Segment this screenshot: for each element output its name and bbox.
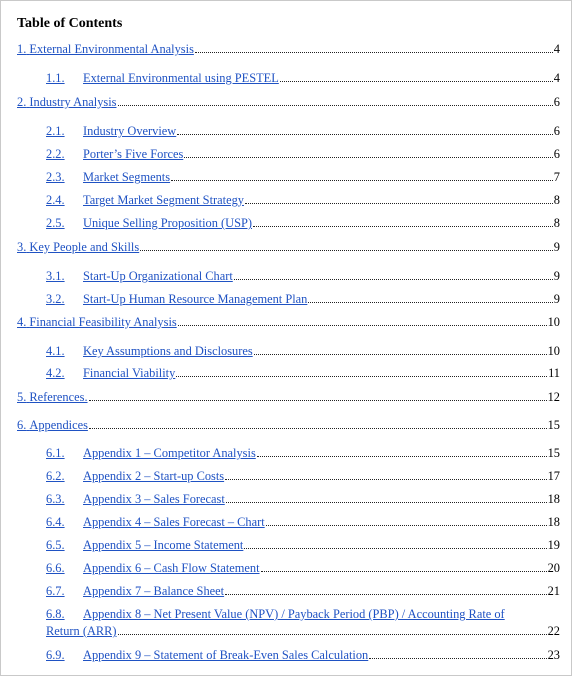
toc-entry-6[interactable] [17,416,560,432]
toc-entry-number[interactable]: 3.2. [46,292,65,306]
toc-entry-title[interactable]: Start-Up Human Resource Management Plan [83,292,308,306]
toc-entry-2-1[interactable] [46,122,560,138]
toc-page-number: 18 [547,492,560,506]
toc-entry-number[interactable]: 2.4. [46,193,65,207]
toc-entry-number[interactable]: 2.1. [46,124,65,138]
toc-page-number: 12 [547,390,560,404]
toc-entry-number[interactable]: 6.8. [46,607,65,621]
toc-entry-6-7[interactable] [46,582,560,598]
dot-leader [308,302,552,303]
toc-entry-6-2[interactable] [46,467,560,483]
dot-leader [177,134,553,135]
dot-leader [245,203,553,204]
toc-entry-title[interactable]: Industry Analysis [29,95,117,109]
toc-entry-1-1[interactable] [46,69,560,85]
toc-entry-3[interactable] [17,238,560,254]
dot-leader [280,81,553,82]
toc-entry-title[interactable]: Appendix 5 – Income Statement [83,538,244,552]
toc-entry-number[interactable]: 6.5. [46,538,65,552]
toc-entry-number[interactable]: 2.3. [46,170,65,184]
toc-entry-4-2[interactable] [46,364,560,380]
toc-entry-3-1[interactable] [46,267,560,283]
toc-entry-title[interactable]: 3. [17,240,27,254]
toc-entry-1[interactable] [17,40,560,56]
toc-entry-title[interactable]: Appendix 2 – Start-up Costs [83,469,225,483]
toc-entry-title[interactable]: Appendix 4 – Sales Forecast – Chart [83,515,265,529]
dot-leader [225,479,546,480]
toc-page-number: 23 [547,648,560,662]
toc-entry-title[interactable]: External Environmental using PESTEL [83,71,279,85]
toc-entry-title[interactable]: Appendix 9 – Statement of Break-Even Sales Calculation [83,648,369,662]
toc-entry-number[interactable]: 4.2. [46,366,65,380]
toc-entry-title[interactable]: Appendix 3 – Sales Forecast [83,492,225,506]
toc-entry-number[interactable]: 6.6. [46,561,65,575]
toc-entry-title[interactable]: Appendix 7 – Balance Sheet [83,584,225,598]
dot-leader [254,354,547,355]
toc-entry-6-1[interactable] [46,444,560,460]
toc-page-number: 20 [547,561,560,575]
toc-entry-6-3[interactable] [46,490,560,506]
toc-entry-title[interactable]: Key People and Skills [29,240,140,254]
toc-entry-title[interactable]: Financial Feasibility Analysis [29,315,177,329]
toc-entry-number[interactable]: 6.4. [46,515,65,529]
toc-page-number: 22 [547,624,560,638]
toc-page-number: 6 [553,147,560,161]
toc-page-number: 6 [553,124,560,138]
toc-entry-number[interactable]: 4.1. [46,344,65,358]
toc-entry-2-4[interactable] [46,191,560,207]
dot-leader [244,548,546,549]
dot-leader [195,52,553,53]
toc-page-number: 8 [553,193,560,207]
toc-entry-number[interactable]: 2.2. [46,147,65,161]
toc-entry-title-continuation[interactable]: Return (ARR) [46,624,117,638]
toc-entry-title[interactable]: 2. [17,95,27,109]
dot-leader [369,658,546,659]
toc-entry-2[interactable] [17,93,560,109]
toc-page-number: 9 [553,240,560,254]
toc-entry-3-2[interactable] [46,290,560,306]
toc-entry-title[interactable]: Target Market Segment Strategy [83,193,244,207]
toc-page-number: 15 [547,418,560,432]
dot-leader [176,376,547,377]
toc-entry-4-1[interactable] [46,342,560,358]
toc-page-number: 9 [553,269,560,283]
toc-page-number: 15 [547,446,560,460]
toc-entry-6-9[interactable] [46,646,560,662]
toc-page-number: 11 [548,366,560,380]
dot-leader [178,325,547,326]
toc-entry-number[interactable]: 6.9. [46,648,65,662]
toc-page-number: 17 [547,469,560,483]
toc-entry-number[interactable]: 2.5. [46,216,65,230]
toc-entry-2-5[interactable] [46,214,560,230]
toc-page-number: 19 [547,538,560,552]
toc-entry-2-2[interactable] [46,145,560,161]
toc-entry-4[interactable] [17,313,560,329]
dot-leader [89,400,547,401]
toc-entry-title[interactable]: Appendix 6 – Cash Flow Statement [83,561,260,575]
toc-page-number: 7 [553,170,560,184]
dot-leader [234,279,553,280]
toc-entry-6-4[interactable] [46,513,560,529]
toc-entry-6-6[interactable] [46,559,560,575]
dot-leader [253,226,553,227]
toc-entry-title[interactable]: References. [29,390,88,404]
toc-entry-title[interactable]: Start-Up Organizational Chart [83,269,233,283]
toc-entry-5[interactable] [17,388,560,404]
toc-heading: Table of Contents [17,16,123,31]
toc-page-number: 4 [553,42,560,56]
toc-entry-title[interactable]: Market Segments [83,170,171,184]
toc-entry-title[interactable]: External Environmental Analysis [29,42,194,56]
dot-leader [226,502,547,503]
dot-leader [225,594,547,595]
dot-leader [257,456,547,457]
dot-leader [118,105,553,106]
dot-leader [266,525,547,526]
toc-page-number: 10 [547,344,560,358]
toc-entry-title[interactable]: 5. [17,390,27,404]
dot-leader [184,157,553,158]
toc-entry-6-8-continuation[interactable] [46,622,560,638]
toc-page-number: 18 [547,515,560,529]
toc-entry-number[interactable]: 6.3. [46,492,65,506]
toc-entry-title[interactable]: Porter’s Five Forces [83,147,184,161]
toc-entry-title[interactable]: 1. [17,42,27,56]
toc-entry-title[interactable]: 4. [17,315,27,329]
toc-entry-number[interactable]: 6.7. [46,584,65,598]
dot-leader [140,250,553,251]
toc-entry-2-3[interactable] [46,168,560,184]
toc-entry-title[interactable]: Key Assumptions and Disclosures [83,344,253,358]
toc-entry-title[interactable]: Industry Overview [83,124,177,138]
toc-page-number: 10 [547,315,560,329]
toc-entry-title[interactable]: Unique Selling Proposition (USP) [83,216,253,230]
toc-entry-number[interactable]: 6.1. [46,446,65,460]
dot-leader [89,428,547,429]
toc-entry-title[interactable]: Appendices [29,418,88,432]
toc-entry-number[interactable]: 6.2. [46,469,65,483]
toc-entry-6-5[interactable] [46,536,560,552]
toc-page-number: 9 [553,292,560,306]
toc-page-number: 4 [553,71,560,85]
toc-entry-6-8[interactable] [46,605,560,621]
dot-leader [118,634,547,635]
toc-page-number: 8 [553,216,560,230]
toc-entry-title[interactable]: Appendix 8 – Net Present Value (NPV) / Payback Period (PBP) / Accounting Rate of [83,607,505,621]
toc-entry-title[interactable]: 6. [17,418,27,432]
dot-leader [171,180,553,181]
dot-leader [261,571,547,572]
toc-page-number: 6 [553,95,560,109]
toc-entry-number[interactable]: 3.1. [46,269,65,283]
toc-entry-title[interactable]: Financial Viability [83,366,176,380]
toc-entry-number[interactable]: 1.1. [46,71,65,85]
toc-entry-title[interactable]: Appendix 1 – Competitor Analysis [83,446,256,460]
toc-page-number: 21 [547,584,560,598]
